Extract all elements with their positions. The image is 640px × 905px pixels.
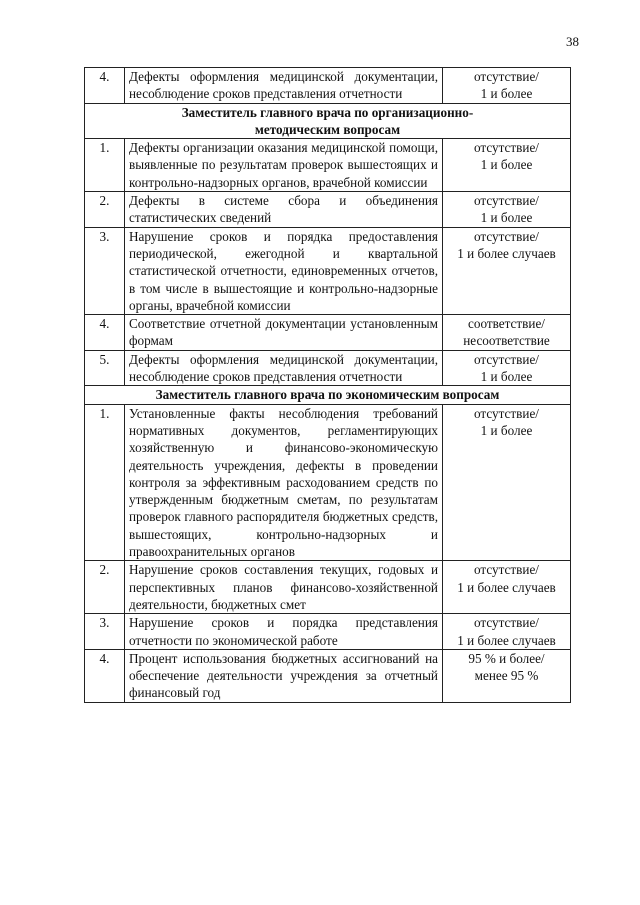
table-row bbox=[85, 139, 571, 192]
value-line: отсутствие/ bbox=[474, 351, 539, 367]
row-description: Нарушение сроков и порядка предоставления периодической, ежегодной и квартальной статистической отчетности, единовременных отчетов, в том числе в вышестоящие и контрольно-надзорные органы, врачебной комиссии bbox=[125, 227, 443, 314]
row-description: Соответствие отчетной документации установленным формам bbox=[125, 315, 443, 351]
row-value bbox=[443, 561, 571, 614]
table-row bbox=[85, 649, 571, 702]
row-number: 2. bbox=[85, 192, 125, 228]
row-value bbox=[443, 192, 571, 228]
value-line: 1 и более bbox=[480, 157, 533, 173]
table-row bbox=[85, 192, 571, 228]
row-value bbox=[443, 68, 571, 104]
table-row bbox=[85, 68, 571, 104]
row-description: Дефекты оформления медицинской документации, несоблюдение сроков представления отчетности bbox=[125, 350, 443, 386]
row-number: 4. bbox=[85, 315, 125, 351]
value-line: 1 и более bbox=[480, 369, 533, 385]
row-description: Установленные факты несоблюдения требований нормативных документов, регламентирующих хозяйственную и финансово-экономическую деятельность учреждения, дефекты в проведении контроля за эффективным расходованием средств по утвержденным бюджетным сметам, по результатам проверок главного распорядителя бюджетных средств, вышестоящих, контрольно-надзорных и правоохранительных органов bbox=[125, 404, 443, 561]
value-line: отсутствие/ bbox=[474, 228, 539, 244]
section-header-row bbox=[85, 103, 571, 139]
row-description: Нарушение сроков и порядка представления отчетности по экономической работе bbox=[125, 614, 443, 650]
row-value bbox=[443, 614, 571, 650]
section-title-line: Заместитель главного врача по организационно- bbox=[181, 104, 474, 120]
row-value bbox=[443, 139, 571, 192]
table-row bbox=[85, 614, 571, 650]
row-description: Дефекты организации оказания медицинской помощи, выявленные по результатам проверок вышестоящих и контрольно-надзорных органов, врачебной комиссии bbox=[125, 139, 443, 192]
section-title bbox=[85, 103, 571, 139]
row-description: Дефекты оформления медицинской документации, несоблюдение сроков представления отчетности bbox=[125, 68, 443, 104]
value-line: отсутствие/ bbox=[474, 405, 539, 421]
row-number: 3. bbox=[85, 227, 125, 314]
row-number: 3. bbox=[85, 614, 125, 650]
row-number: 4. bbox=[85, 649, 125, 702]
value-line: отсутствие/ bbox=[474, 193, 539, 209]
table-row bbox=[85, 350, 571, 386]
value-line: отсутствие/ bbox=[474, 140, 539, 156]
table-row bbox=[85, 404, 571, 561]
table-row bbox=[85, 227, 571, 314]
row-number: 5. bbox=[85, 350, 125, 386]
row-value bbox=[443, 404, 571, 561]
value-line: 1 и более bbox=[480, 422, 533, 438]
value-line: менее 95 % bbox=[474, 668, 539, 684]
value-line: 1 и более bbox=[480, 210, 533, 226]
value-line: отсутствие/ bbox=[474, 562, 539, 578]
value-line: 1 и более случаев bbox=[457, 632, 556, 648]
table-row bbox=[85, 561, 571, 614]
value-line: отсутствие/ bbox=[474, 69, 539, 84]
section-title-line: Заместитель главного врача по экономическим вопросам bbox=[155, 387, 500, 403]
value-line: 1 и более bbox=[480, 86, 533, 102]
section-header-row bbox=[85, 386, 571, 404]
table-row bbox=[85, 315, 571, 351]
value-line: отсутствие/ bbox=[474, 615, 539, 631]
row-description: Дефекты в системе сбора и объединения статистических сведений bbox=[125, 192, 443, 228]
section-title-line: методическим вопросам bbox=[254, 121, 401, 137]
value-line: 95 % и более/ bbox=[468, 650, 545, 666]
row-value bbox=[443, 315, 571, 351]
value-line: соответствие/ bbox=[468, 316, 545, 332]
row-number: 2. bbox=[85, 561, 125, 614]
row-description: Нарушение сроков составления текущих, годовых и перспективных планов финансово-хозяйственной деятельности, бюджетных смет bbox=[125, 561, 443, 614]
row-number: 1. bbox=[85, 139, 125, 192]
row-value bbox=[443, 350, 571, 386]
row-value bbox=[443, 227, 571, 314]
row-number: 1. bbox=[85, 404, 125, 561]
page-number: 38 bbox=[566, 34, 579, 49]
row-description: Процент использования бюджетных ассигнований на обеспечение деятельности учреждения за отчетный финансовый год bbox=[125, 649, 443, 702]
value-line: 1 и более случаев bbox=[457, 579, 556, 595]
value-line: 1 и более случаев bbox=[457, 245, 556, 261]
row-value bbox=[443, 649, 571, 702]
criteria-table bbox=[84, 67, 571, 703]
section-title bbox=[85, 386, 571, 404]
value-line: несоответствие bbox=[463, 333, 550, 349]
row-number: 4. bbox=[85, 68, 125, 104]
